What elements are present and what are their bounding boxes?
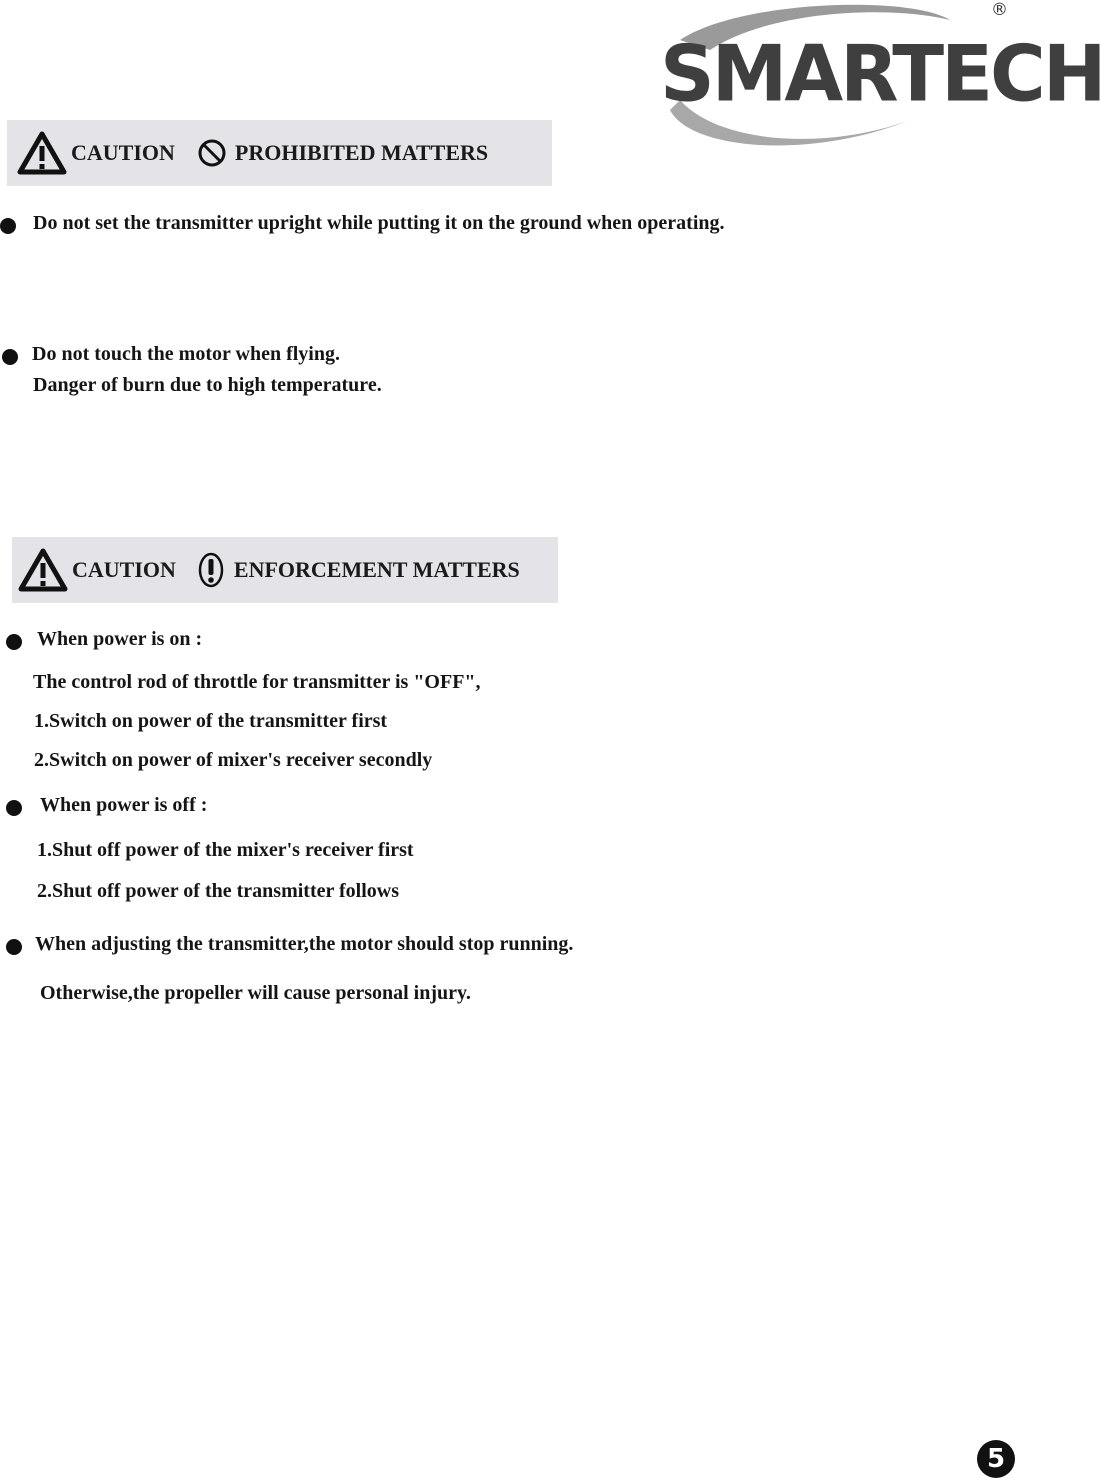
power-on-line-3: 2.Switch on power of mixer's receiver secondly	[34, 749, 433, 771]
power-off-heading: When power is off :	[40, 794, 208, 816]
prohibited-item-2-line-1: Do not touch the motor when flying.	[32, 343, 340, 365]
brand-logo	[650, 0, 1103, 150]
caution-label: CAUTION	[72, 557, 176, 582]
bullet-icon	[2, 349, 18, 365]
brand-name: SMARTECH	[660, 28, 1103, 119]
registered-mark: ®	[991, 0, 1008, 20]
caution-prohibited-banner	[7, 120, 552, 186]
caution-triangle-icon	[18, 548, 68, 592]
prohibited-title: PROHIBITED MATTERS	[234, 140, 489, 165]
caution-enforcement-banner	[12, 537, 558, 603]
caution-label: CAUTION	[71, 140, 175, 165]
bullet-icon	[6, 800, 22, 816]
power-on-line-2: 1.Switch on power of the transmitter first	[34, 710, 388, 732]
power-on-heading: When power is on :	[37, 628, 203, 650]
bullet-icon	[6, 939, 22, 955]
power-on-line-1: The control rod of throttle for transmitter is "OFF",	[33, 671, 481, 693]
power-off-line-2: 2.Shut off power of the transmitter follows	[37, 880, 400, 902]
adjusting-line-1: Otherwise,the propeller will cause personal injury.	[40, 982, 471, 1004]
prohibited-item-2-line-2: Danger of burn due to high temperature.	[33, 374, 382, 396]
prohibited-icon	[197, 138, 227, 168]
bullet-icon	[0, 218, 16, 234]
enforcement-title: ENFORCEMENT MATTERS	[233, 557, 520, 582]
caution-triangle-icon	[17, 131, 67, 175]
page-number: 5	[977, 1440, 1015, 1478]
power-off-line-1: 1.Shut off power of the mixer's receiver first	[37, 839, 414, 861]
adjusting-heading: When adjusting the transmitter,the motor should stop running.	[35, 933, 574, 955]
prohibited-item-1-line-1: Do not set the transmitter upright while putting it on the ground when operating.	[33, 212, 725, 234]
bullet-icon	[6, 634, 22, 650]
exclamation-icon	[196, 551, 226, 589]
